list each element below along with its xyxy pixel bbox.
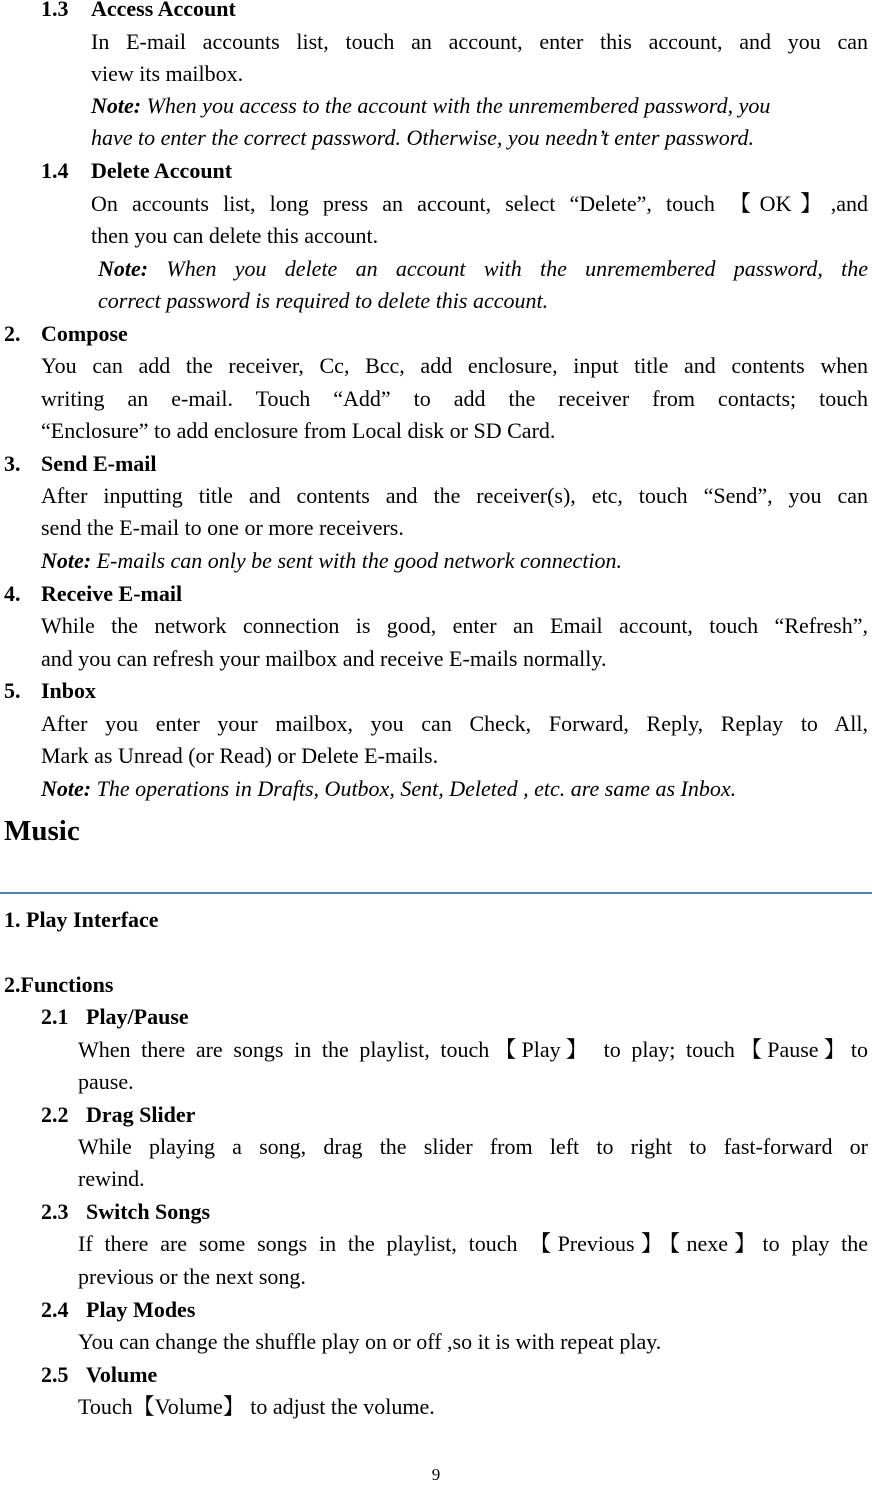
- note-label: Note:: [41, 776, 92, 801]
- note: [91, 91, 770, 121]
- paragraph-line: On accounts list, long press an account, select “Delete”, touch 【OK】,and: [91, 191, 868, 216]
- section-number: 2.4: [41, 1297, 69, 1322]
- page-number: 9: [431, 1465, 441, 1484]
- heading-1-4: [41, 156, 232, 186]
- paragraph-line: If there are some songs in the playlist, touch 【Previous】【nexe】to play the: [78, 1231, 868, 1256]
- heading-receive-email: [4, 579, 182, 609]
- heading-inbox: [4, 676, 96, 706]
- note-text: correct password is required to delete this account.: [98, 288, 549, 313]
- section-title: Play/Pause: [86, 1004, 189, 1029]
- section-number: 2.5: [41, 1362, 69, 1387]
- paragraph-line: While the network connection is good, enter an Email account, touch “Refresh”,: [41, 613, 868, 638]
- note-text: have to enter the correct password. Otherwise, you needn’t enter password.: [91, 125, 754, 150]
- heading-compose: [4, 319, 128, 349]
- heading-2-3: [41, 1197, 210, 1227]
- note-label: Note:: [91, 93, 142, 118]
- section-number: 1.3: [41, 0, 69, 21]
- section-title: Switch Songs: [86, 1199, 211, 1224]
- section-title: Play Modes: [86, 1297, 196, 1322]
- section-title: Receive E-mail: [41, 581, 183, 606]
- paragraph-line: view its mailbox.: [91, 61, 244, 86]
- note-label: Note:: [41, 548, 92, 573]
- music-heading: Music: [4, 815, 80, 847]
- paragraph-line: “Enclosure” to add enclosure from Local disk or SD Card.: [41, 418, 556, 443]
- paragraph-line: After you enter your mailbox, you can Check, Forward, Reply, Replay to All,: [41, 711, 868, 736]
- section-number: 2.2: [41, 1102, 69, 1127]
- section-number: 2.3: [41, 1199, 69, 1224]
- paragraph-line: You can add the receiver, Cc, Bcc, add enclosure, input title and contents when: [41, 353, 868, 378]
- section-number: 3.: [4, 451, 21, 476]
- note-text: The operations in Drafts, Outbox, Sent, Deleted , etc. are same as Inbox.: [91, 776, 737, 801]
- note-text: When you delete an account with the unremembered password, the: [148, 256, 868, 281]
- functions-heading: 2.Functions: [4, 972, 114, 997]
- note-text: When you access to the account with the unremembered password, you: [141, 93, 771, 118]
- heading-2-2: [41, 1100, 195, 1130]
- heading-2-1: [41, 1002, 189, 1032]
- heading-2-4: [41, 1295, 195, 1325]
- section-title: Volume: [86, 1362, 158, 1387]
- paragraph-line: While playing a song, drag the slider from left to right to fast-forward or: [78, 1134, 868, 1159]
- paragraph-line: You can change the shuffle play on or off ,so it is with repeat play.: [78, 1329, 662, 1354]
- section-title: Access Account: [91, 0, 236, 21]
- note-label: Note:: [98, 256, 149, 281]
- section-number: 2.: [4, 321, 21, 346]
- section-number: 4.: [4, 581, 21, 606]
- play-interface-heading: 1. Play Interface: [4, 907, 159, 932]
- heading-rule: [0, 892, 872, 894]
- paragraph-line: rewind.: [78, 1166, 145, 1191]
- paragraph-line: previous or the next song.: [78, 1264, 306, 1289]
- section-number: 5.: [4, 678, 21, 703]
- paragraph-line: After inputting title and contents and the receiver(s), etc, touch “Send”, you can: [41, 483, 868, 508]
- paragraph-line: pause.: [78, 1069, 134, 1094]
- section-title: Delete Account: [91, 158, 233, 183]
- note-text: E-mails can only be sent with the good network connection.: [91, 548, 623, 573]
- section-title: Inbox: [41, 678, 97, 703]
- section-number: 1.4: [41, 158, 69, 183]
- paragraph-line: When there are songs in the playlist, touch【Play】 to play; touch【Pause】to: [78, 1037, 868, 1062]
- paragraph-line: In E-mail accounts list, touch an account, enter this account, and you can: [91, 29, 868, 54]
- note: [98, 254, 868, 284]
- paragraph-line: then you can delete this account.: [91, 223, 379, 248]
- section-title: Drag Slider: [86, 1102, 196, 1127]
- heading-1-3: [41, 0, 236, 24]
- heading-send-email: [4, 449, 157, 479]
- note: [41, 546, 622, 576]
- section-title: Compose: [41, 321, 128, 346]
- note: [41, 774, 736, 804]
- paragraph-line: Mark as Unread (or Read) or Delete E-mails.: [41, 743, 439, 768]
- paragraph-line: send the E-mail to one or more receivers.: [41, 515, 404, 540]
- paragraph-line: Touch【Volume】 to adjust the volume.: [78, 1394, 435, 1419]
- section-title: Send E-mail: [41, 451, 157, 476]
- section-number: 2.1: [41, 1004, 69, 1029]
- paragraph-line: writing an e-mail. Touch “Add” to add the receiver from contacts; touch: [41, 386, 868, 411]
- heading-2-5: [41, 1360, 157, 1390]
- paragraph-line: and you can refresh your mailbox and receive E-mails normally.: [41, 646, 607, 671]
